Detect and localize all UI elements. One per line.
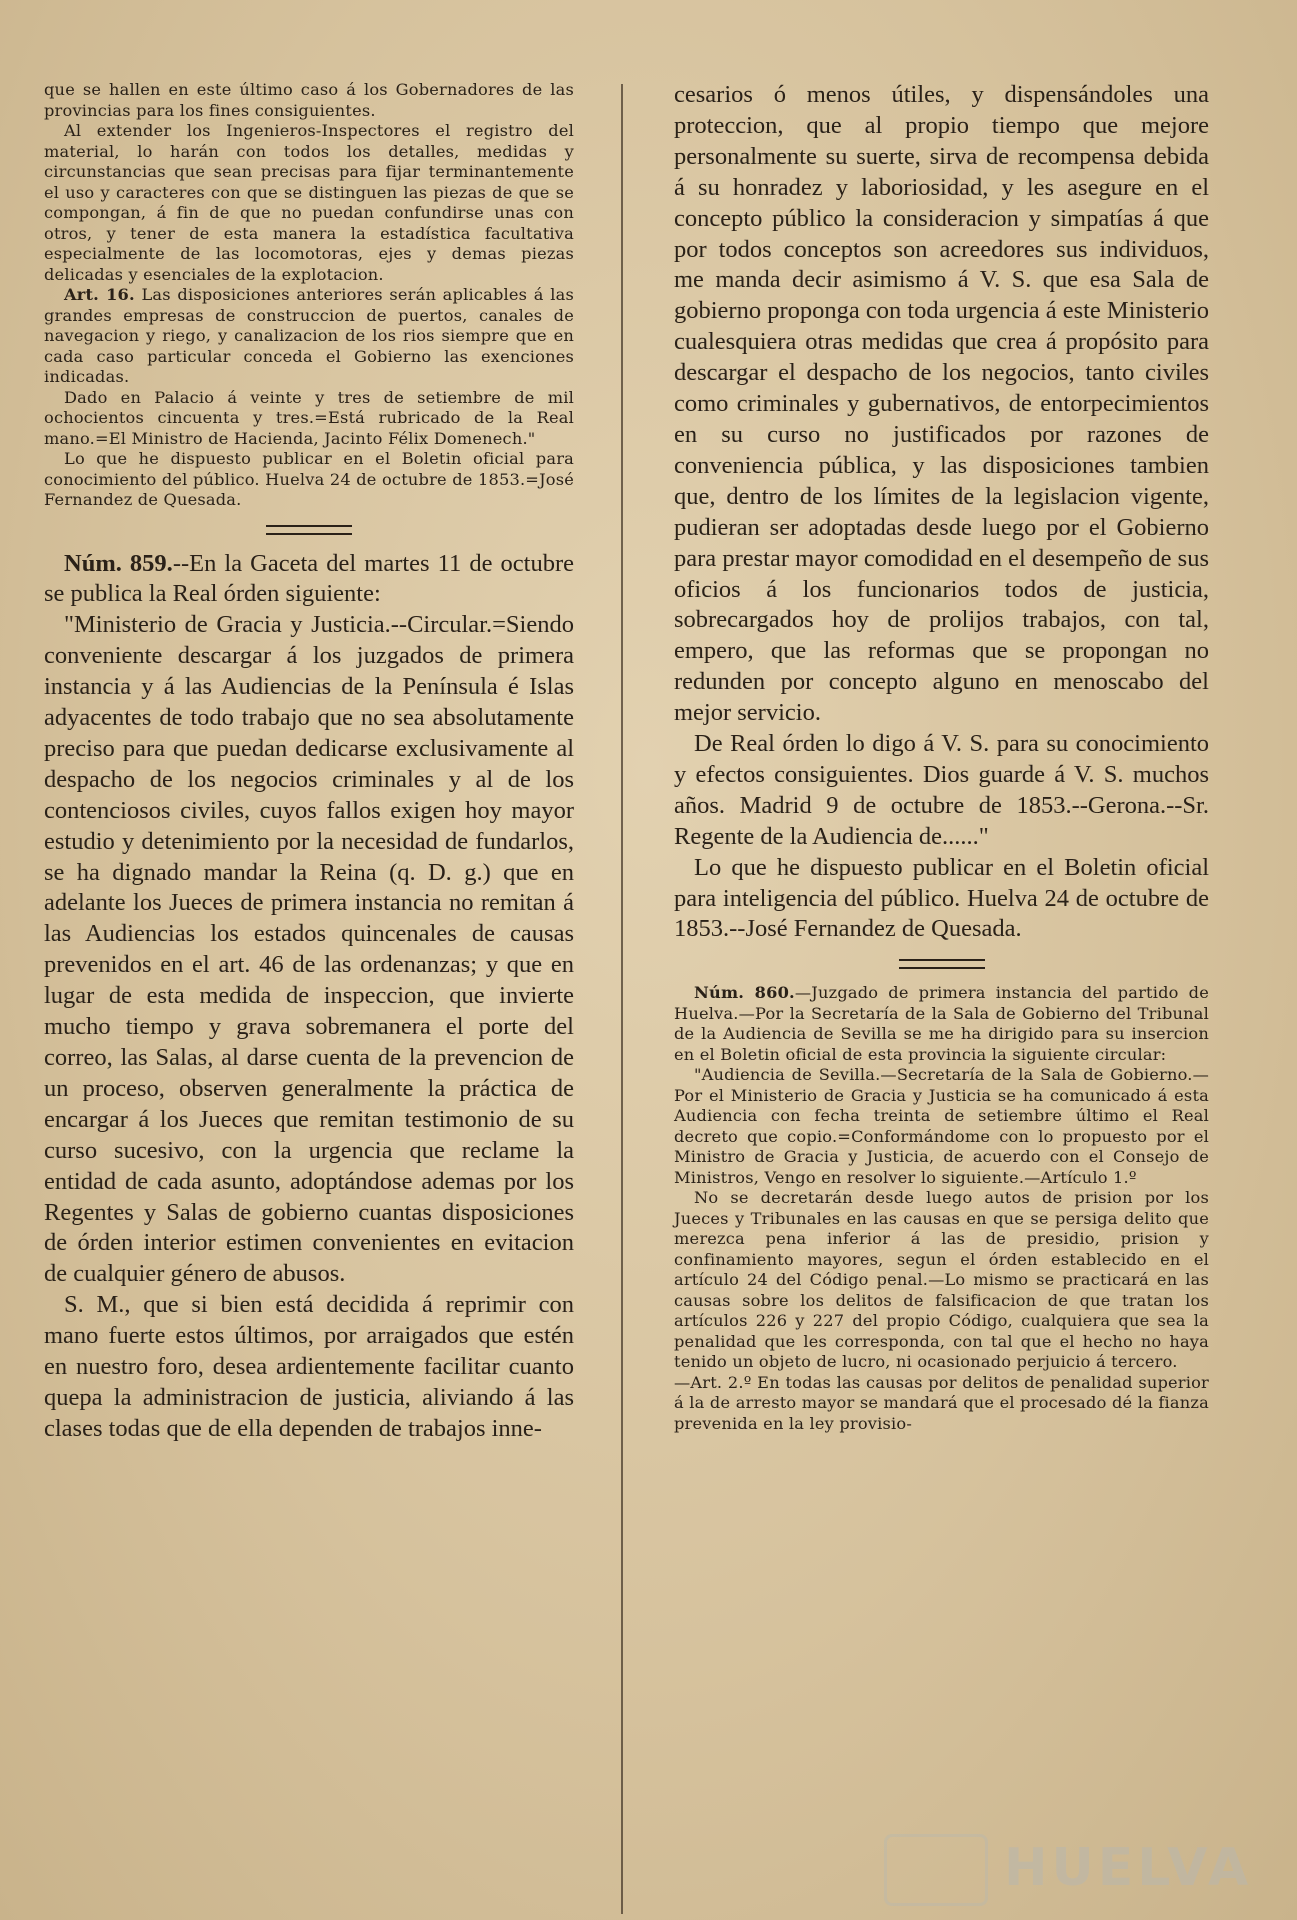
audiencia-sevilla: "Audiencia de Sevilla.—Secretaría de la Sala de Gobierno.—Por el Ministerio de Gracia y Justicia se ha comunicado á esta Audiencia con fecha treinta de setiembre último el Real decreto que copio.=Conformándome con lo propuesto por el Ministro de Gracia y Justicia, de acuerdo con el Consejo de Ministros, Vengo en resolver lo siguiente.—Artículo 1.º: [674, 1065, 1209, 1187]
section-separator: [266, 525, 352, 535]
watermark-badge-icon: [884, 1834, 988, 1906]
text-block-ingenieros: Al extender los Ingenieros-Inspectores el registro del material, lo harán con todos los detalles, medidas y circunstancias que sean precisas para fijar terminantemente el uso y caracteres con que se distinguen las piezas de que se compongan, á fin de que no puedan confundirse unas con otros, y tener de esta manera la estadística facultativa especialmente de las locomotoras, ejes y demas piezas delicadas y esenciales de la explotacion.: [44, 121, 574, 284]
section-separator-2: [899, 959, 985, 969]
publication-note-2: Lo que he dispuesto publicar en el Boletin oficial para inteligencia del público. Huelva 24 de octubre de 1853.--José Fernandez de Quesada.: [674, 853, 1209, 943]
num-859-heading: [44, 549, 574, 611]
article-2: —Art. 2.º En todas las causas por delitos de penalidad superior á la de arresto mayor se mandará que el procesado dé la fianza prevenida en la ley provisio-: [674, 1372, 1209, 1433]
watermark: HUELVA: [1004, 1838, 1253, 1898]
num-859-label: Núm. 859.: [64, 549, 173, 577]
column-divider: [621, 84, 623, 1914]
circular-gracia-justicia: "Ministerio de Gracia y Justicia.--Circular.=Siendo conveniente descargar á los juzgados de primera instancia y á las Audiencias de la Península é Islas adyacentes de todo trabajo que no sea absolutamente preciso para que puedan dedicarse exclusivamente al despacho de los negocios criminales y al de los contenciosos civiles, cuyos fallos exigen hoy mayor estudio y detenimiento por la necesidad de fundarlos, se ha dignado mandar la Reina (q. D. g.) que en adelante los Jueces de primera instancia no remitan á las Audiencias los estados quincenales de causas prevenidos en el art. 46 de las ordenanzas; y que en lugar de esta medida de inspeccion, que invierte mucho tiempo y grava sobremanera el porte del correo, las Salas, al darse cuenta de la prevencion de un proceso, observen generalmente la práctica de encargar á los Jueces que remitan testimonio de su curso sucesivo, con la urgencia que reclame la entidad de cada asunto, adoptándose ademas por los Regentes y Salas de gobierno cuantas disposiciones de órden interior estimen convenientes en evitacion de cualquier género de abusos.: [44, 611, 574, 1288]
sm-paragraph: S. M., que si bien está decidida á reprimir con mano fuerte estos últimos, por arraigados que estén en nuestro foro, desea ardientemente facilitar cuanto quepa la administracion de justicia, aliviando á las clases todas que de ella dependen de trabajos inne-: [44, 1291, 574, 1442]
num-860-heading: [674, 983, 1209, 1065]
num-859-text: --En la Gaceta del martes 11 de octubre se publica la Real órden siguiente:: [44, 549, 574, 608]
circular-continuation: cesarios ó menos útiles, y dispensándoles una proteccion, que al propio tiempo que mejore personalmente su suerte, sirva de recompensa debida á su honradez y laboriosidad, y les asegure en el concepto público la consideracion y simpatías á que por todos conceptos son acreedores sus individuos, me manda decir asimismo á V. S. que esa Sala de gobierno proponga con toda urgencia á este Ministerio cualesquiera otras medidas que crea á propósito para descargar el despacho de los negocios, tanto civiles como criminales y gubernativos, de entorpecimientos en su curso no justificados por razones de conveniencia pública, y las disposiciones tambien que, dentro de los límites de la legislacion vigente, pudieran ser adoptadas desde luego por el Gobierno para prestar mayor comodidad en el desempeño de sus oficios á los funcionarios todos de justicia, sobrecargados hoy de prolijos trabajos, con tal, empero, que las reformas que se propongan no redunden por concepto alguno en menoscabo del mejor servicio.: [674, 81, 1209, 727]
real-orden: De Real órden lo digo á V. S. para su conocimiento y efectos consiguientes. Dios guarde á V. S. muchos años. Madrid 9 de octubre de 1853.--Gerona.--Sr. Regente de la Audiencia de......": [674, 730, 1209, 850]
num-860-label: Núm. 860.: [694, 983, 795, 1003]
article-16: [44, 285, 574, 388]
article-16-label: Art. 16.: [64, 285, 135, 304]
article-1: No se decretarán desde luego autos de prision por los Jueces y Tribunales en las causas en que se persiga delito que merezca pena inferior á las de presidio, prision y confinamiento mayores, segun el órden establecido en el artículo 24 del Código penal.—Lo mismo se practicará en las causas sobre los delitos de falsificacion de que tratan los artículos 226 y 227 del propio Código, cualquiera que sea la penalidad que les corresponda, con tal que el hecho no haya tenido un objeto de lucro, ni ocasionado perjuicio á tercero.: [674, 1188, 1209, 1372]
num-860-text: —Juzgado de primera instancia del partido de Huelva.—Por la Secretaría de la Sala de Gobierno del Tribunal de la Audiencia de Sevilla se me ha dirigido para su insercion en el Boletin oficial de esta provincia la siguiente circular:: [674, 983, 1209, 1064]
publication-note-1: Lo que he dispuesto publicar en el Boletin oficial para conocimiento del público. Huelva 24 de octubre de 1853.=José Fernandez de Quesada.: [44, 449, 574, 509]
dado-en-palacio: Dado en Palacio á veinte y tres de setiembre de mil ochocientos cincuenta y tres.=Está rubricado de la Real mano.=El Ministro de Hacienda, Jacinto Félix Domenech.": [44, 387, 574, 448]
right-column: [674, 80, 1209, 1434]
text-block-continuation: que se hallen en este último caso á los Gobernadores de las provincias para los fines consiguientes.: [44, 80, 574, 120]
article-16-text: Las disposiciones anteriores serán aplicables á las grandes empresas de construccion de puertos, canales de navegacion y riego, y canalizacion de los rios siempre que en cada caso particular conceda el Gobierno las exenciones indicadas.: [44, 285, 574, 386]
left-column: [44, 80, 574, 1445]
